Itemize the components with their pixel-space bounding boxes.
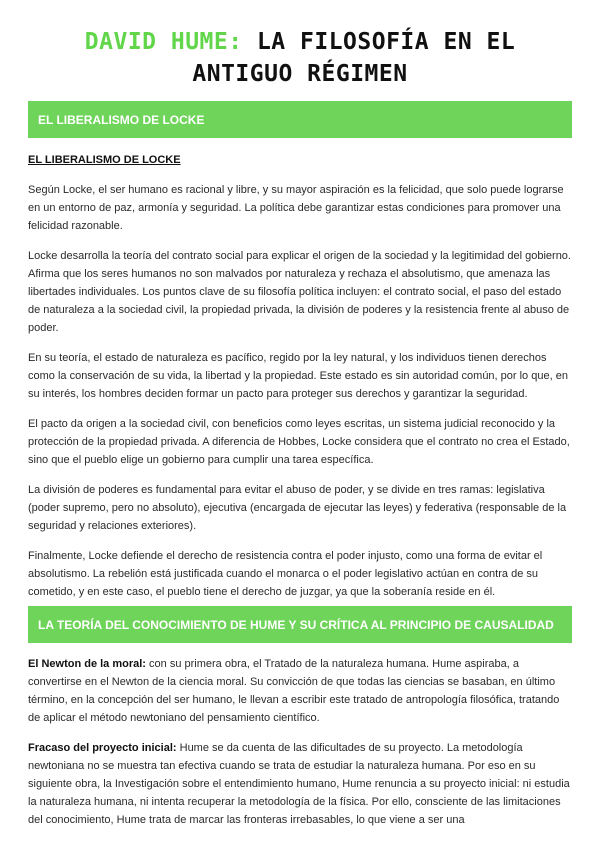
document-title <box>0 26 600 90</box>
title-rest: LA FILOSOFÍA EN EL <box>242 29 516 55</box>
section-banner-hume <box>28 606 572 643</box>
paragraph-text: Hume se da cuenta de las dificultades de su proyecto. La metodología newtoniana no se muestra tan efectiva cuando se trata de estudiar la naturaleza humana. Por eso en su siguiente obra, la Investigación sobre el entendimiento humano, Hume renuncia a su proyecto inicial: ni estudia la naturaleza humana, ni intenta recuperar la metodología de la física. Por ello, consciente de las limitaciones del conocimiento, Hume trata de marcar las fronteras irrebasables, lo que viene a ser una <box>28 742 570 826</box>
title-highlight: DAVID HUME: <box>84 29 243 55</box>
paragraph: Locke desarrolla la teoría del contrato social para explicar el origen de la sociedad y la legitimidad del gobierno. Afirma que los seres humanos no son malvados por naturaleza y rechaza el absolutismo, que amenaza las libertades individuales. Los puntos clave de su filosofía política incluyen: el contrato social, el paso del estado de naturaleza a la sociedad civil, la propiedad privada, la división de poderes y la resistencia frente al abuso de poder. <box>28 250 571 334</box>
section-banner-label: EL LIBERALISMO DE LOCKE <box>38 112 205 127</box>
section-subheading: EL LIBERALISMO DE LOCKE <box>28 154 181 166</box>
paragraph <box>28 655 572 727</box>
section-banner-locke <box>28 101 572 138</box>
paragraph-lead: El Newton de la moral: <box>28 658 146 670</box>
paragraph: Según Locke, el ser humano es racional y libre, y su mayor aspiración es la felicidad, que solo puede lograrse en un entorno de paz, armonía y seguridad. La política debe garantizar estas condiciones para promover una felicidad razonable. <box>28 184 564 232</box>
paragraph: Finalmente, Locke defiende el derecho de resistencia contra el poder injusto, como una forma de evitar el absolutismo. La rebelión está justificada cuando el monarca o el poder legislativo actúan en contra de su cometido, y en este caso, el pueblo tiene el derecho de juzgar, ya que la soberanía reside en él. <box>28 550 543 598</box>
section-banner-label: LA TEORÍA DEL CONOCIMIENTO DE HUME Y SU CRÍTICA AL PRINCIPIO DE CAUSALIDAD <box>38 617 554 632</box>
paragraph: La división de poderes es fundamental para evitar el abuso de poder, y se divide en tres ramas: legislativa (poder supremo, pero no absoluto), ejecutiva (encargada de ejecutar las leyes) y federativa (responsable de la seguridad y relaciones exteriores). <box>28 484 567 532</box>
section-hume-body <box>28 655 572 841</box>
paragraph <box>28 739 572 829</box>
paragraph-text: con su primera obra, el Tratado de la naturaleza humana. Hume aspiraba, a convertirse en el Newton de la ciencia moral. Su convicción de que todas las ciencias se basaban, en último término, en la concepción del ser humano, le llevan a escribir este tratado de antropología filosófica, tratando de aplicar el método newtoniano del pensamiento científico. <box>28 658 560 724</box>
paragraph-lead: Fracaso del proyecto inicial: <box>28 742 177 754</box>
title-line2: ANTIGUO RÉGIMEN <box>192 61 408 87</box>
section-locke-body <box>28 151 572 613</box>
paragraph: En su teoría, el estado de naturaleza es pacífico, regido por la ley natural, y los individuos tienen derechos como la conservación de su vida, la libertad y la propiedad. Este estado es sin autoridad común, por lo que, en su interés, los hombres deciden formar un pacto para proteger sus derechos y garantizar la seguridad. <box>28 352 568 400</box>
paragraph: El pacto da origen a la sociedad civil, con beneficios como leyes escritas, un sistema judicial reconocido y la protección de la propiedad privada. A diferencia de Hobbes, Locke considera que el contrato no crea el Estado, sino que el pueblo elige un gobierno para cumplir una tarea específica. <box>28 418 570 466</box>
